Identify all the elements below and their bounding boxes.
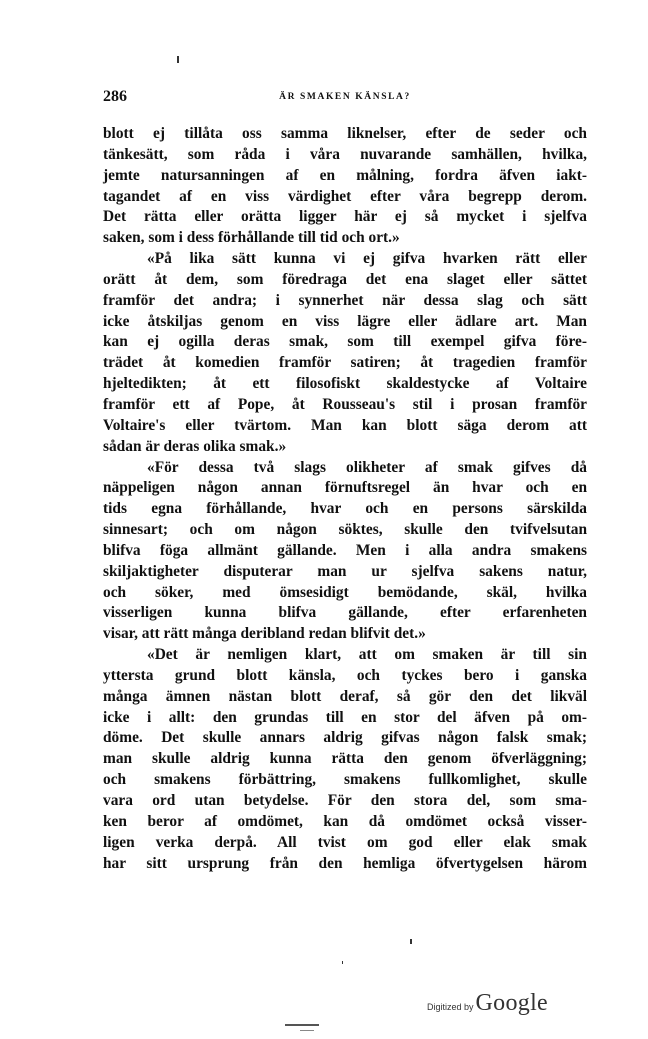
text-line: skiljaktigheter disputerar man ur sjelfva sakens natur, xyxy=(103,562,587,580)
text-line: kan ej ogilla deras smak, som till exempel gifva före- xyxy=(103,333,587,351)
text-line: näppeligen någon annan förnuftsregel än hvar och en xyxy=(103,479,587,497)
text-line: icke åtskiljas genom en viss lägre eller ädlare art. Man xyxy=(103,312,587,330)
text-line: ken beror af omdömet, kan då omdömet också visser- xyxy=(103,812,587,830)
text-line: yttersta grund blott känsla, och tyckes bero i ganska xyxy=(103,666,587,684)
scan-speck xyxy=(410,939,412,944)
scan-streak xyxy=(300,1030,314,1031)
text-line: framför det andra; i synnerhet när dessa slag och sätt xyxy=(103,291,587,309)
text-line: jemte natursanningen af en målning, fordra äfven iakt- xyxy=(103,166,587,184)
text-line: tids egna förhållande, hvar och en persons särskilda xyxy=(103,500,587,518)
text-line: blott ej tillåta oss samma liknelser, efter de seder och xyxy=(103,125,587,142)
paragraph-start-line: «På lika sätt kunna vi ej gifva hvarken rätt eller xyxy=(147,250,587,268)
text-line: trädet åt komedien framför satiren; åt tragedien framför xyxy=(103,354,587,372)
text-line: sådan är deras olika smak.» xyxy=(103,437,287,455)
body-text xyxy=(103,124,587,874)
digitized-by-google-watermark xyxy=(427,990,548,1020)
scan-streak xyxy=(285,1024,319,1026)
text-line: saken, som i dess förhållande till tid och ort.» xyxy=(103,229,400,247)
text-line: vara ord utan betydelse. För den stora del, som sma- xyxy=(103,792,587,809)
page-header xyxy=(103,88,587,110)
text-line: blifva föga allmänt gällande. Men i alla andra smakens xyxy=(103,541,587,559)
running-title: ÄR SMAKEN KÄNSLA? xyxy=(279,92,411,102)
text-line: visar, att rätt många deribland redan blifvit det.» xyxy=(103,625,426,643)
text-line: har sitt ursprung från den hemliga öfvertygelsen härom xyxy=(103,854,587,872)
text-line: man skulle aldrig kunna rätta den genom öfverläggning; xyxy=(103,750,587,768)
watermark-prefix: Digitized by xyxy=(427,1002,474,1012)
text-line: tänkesätt, som råda i våra nuvarande samhällen, hvilka, xyxy=(103,145,587,163)
text-line: Voltaire's eller tvärtom. Man kan blott säga derom att xyxy=(103,416,587,434)
text-line: visserligen kunna blifva gällande, efter erfarenheten xyxy=(103,604,587,622)
text-line: ligen verka derpå. All tvist om god eller elak smak xyxy=(103,833,587,851)
text-line: sinnesart; och om någon söktes, skulle den tvifvelsutan xyxy=(103,521,587,539)
page-number: 286 xyxy=(103,88,127,105)
text-line: hjeltedikten; åt ett filosofiskt skaldestycke af Voltaire xyxy=(103,375,587,393)
paragraph-start-line: «För dessa två slags olikheter af smak gifves då xyxy=(147,458,587,476)
text-line: icke i allt: den grundas till en stor del äfven på om- xyxy=(103,708,587,726)
text-line: och smakens förbättring, smakens fullkomlighet, skulle xyxy=(103,771,587,789)
scan-speck xyxy=(177,56,179,63)
google-logo: Google xyxy=(475,990,548,1016)
text-line: döme. Det skulle annars aldrig gifvas någon falsk smak; xyxy=(103,729,587,747)
text-line: orätt åt dem, som föredraga det ena slaget eller sättet xyxy=(103,270,587,288)
scan-speck xyxy=(342,961,343,964)
text-line: och söker, med ömsesidigt bemödande, skäl, hvilka xyxy=(103,583,587,601)
text-line: många ämnen nästan blott deraf, så gör den det likväl xyxy=(103,687,587,705)
text-line: tagandet af en viss värdighet efter våra begrepp derom. xyxy=(103,187,587,205)
text-line: framför ett af Pope, åt Rousseau's stil i prosan framför xyxy=(103,395,587,413)
paragraph-start-line: «Det är nemligen klart, att om smaken är till sin xyxy=(147,646,587,664)
text-line: Det rätta eller orätta ligger här ej så mycket i sjelfva xyxy=(103,208,587,226)
